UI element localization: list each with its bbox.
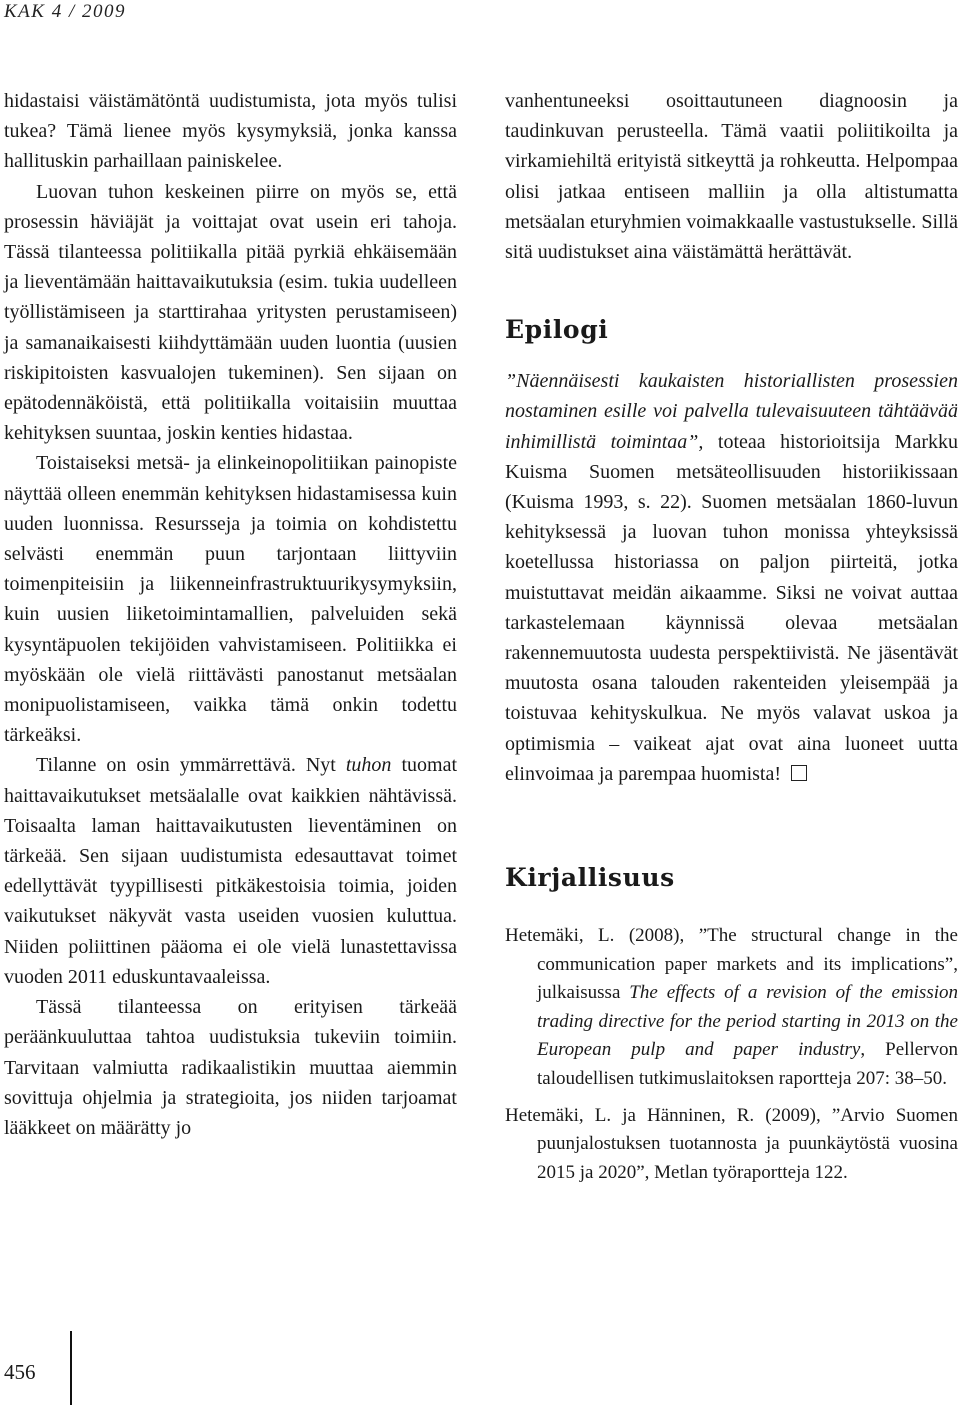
reference-title: The effects of a revision of the emission trading directive for the period starting in 2013 on the European pulp and paper industry: [537, 982, 958, 1061]
reference-item: Hetemäki, L. ja Hänninen, R. (2009), ”Arvio Suomen puunjalostuksen tuotannosta ja puunkäytöstä vuosina 2015 ja 2020”, Metlan työraportteja 122.: [505, 1104, 958, 1183]
running-head: KAK 4 / 2009: [4, 1, 126, 22]
reference-item: [505, 922, 958, 1094]
body-paragraph: hidastaisi väistämätöntä uudistumista, jota myös tulisi tukea? Tämä lienee myös kysymyksiä, jonka kanssa hallituskin parhaillaan painiskelee.: [4, 90, 457, 173]
left-column: [4, 86, 457, 1143]
paragraph-text: Tilanne on osin ymmärrettävä. Nyt: [36, 754, 346, 777]
right-column: [505, 86, 958, 1195]
page-number: 456: [4, 1360, 36, 1384]
reference-text: Hetemäki, L. (2008), ”The structural change in the communication paper markets and its implications”, julkaisussa: [505, 925, 958, 1004]
epilogue-quote: ”Näennäisesti kaukaisten historiallisten prosessien nostaminen esille voi palvella tulevaisuuteen tähtäävää inhimillistä toimintaa”,: [505, 370, 958, 453]
epilogue-paragraph: [505, 366, 958, 789]
body-paragraph: Toistaiseksi metsä- ja elinkeinopolitiikan painopiste näyttää olleen enemmän kehityksen hidastamisessa kuin uuden luonnissa. Resursseja ja toimia on kohdistettu selvästi enemmän puun tarjontaan liittyviin toimenpiteisiin ja liikenneinfrastruktuurikysymyksiin, kuin uusien liiketoimintamallien, palveluiden sekä kysyntäpuolen tekijöiden vahvistamiseen. Politiikka ei myöskään ole vielä riittävästi panostanut metsäalan monipuolistamiseen, vaikka tämä onkin todettu tärkeäksi.: [4, 452, 457, 747]
page-number-rule: [70, 1331, 72, 1405]
paragraph-text: tuomat haittavaikutukset metsäalalle ovat kaikkien nähtävissä. Toisaalta laman haittavaikutusten lieventäminen on tärkeää. Sen sijaan uudistumista edesauttavat toimet edellyttävät tyypillisesti pitkäkestoisia toimia, joiden vaikutukset näkyvät vasta useiden vuosien kuluttua. Niiden poliittinen pääoma ei ole vielä lunastettavissa vuoden 2011 eduskuntavaaleissa.: [4, 754, 458, 988]
reference-text: , Pellervon taloudellisen tutkimuslaitoksen raportteja 207: 38–50.: [537, 1039, 958, 1090]
paragraph-text: toteaa historioitsija Markku Kuisma Suomen metsäteollisuuden historiikissaan (Kuisma 1993, s. 22). Suomen metsäalan 1860-luvun kehityksessä ja luovan tuhon monissa yhteyksissä koetellussa historiassa on paljon piirteitä, jotka muistuttavat meidän aikaamme. Siksi ne voivat auttaa tarkastelemaan käynnissä olevaa metsäalan rakennemuutosta uudesta perspektiivistä. Ne jäsentävät muutosta osana talouden rakenteiden yleisempää ja toistuvaa kehityskulkua. Ne myös valavat uskoa ja optimismia – vaikeat ajat ovat aina luoneet uutta elinvoimaa ja parempaa huomista!: [505, 430, 958, 785]
end-of-article-mark: [791, 765, 807, 781]
body-paragraph: Luovan tuhon keskeinen piirre on myös se, että prosessin häviäjät ja voittajat ovat usein eri tahoja. Tässä tilanteessa politiikalla pitää pyrkiä ehkäisemään ja lieventämään haittavaikutuksia (esim. tukia uudelleen työllistämiseen ja starttirahaa yritysten perustamiseen) ja samanaikaisesti kiihdyttämään uuden luontia (uusien riskipitoisten kasvualojen tukeminen). Sen sijaan on epätodennäköistä, että politiikalla voitaisiin muuttaa kehityksen suuntaa, joskin kenties hidastaa.: [4, 180, 457, 445]
emphasis-text: tuhon: [345, 754, 392, 777]
section-heading-kirjallisuus: Kirjallisuus: [505, 863, 675, 893]
section-heading-epilogi: Epilogi: [505, 315, 609, 345]
body-paragraph: vanhentuneeksi osoittautuneen diagnoosin ja taudinkuvan perusteella. Tämä vaatii poliitikoilta ja virkamiehiltä erityistä sitkeyttä ja rohkeutta. Helpompaa olisi jatkaa entiseen malliin ja olla altistumatta metsäalan eturyhmien voimakkaalle vastustukselle. Sillä sitä uudistukset aina väistämättä herättävät.: [505, 90, 958, 264]
body-paragraph: [4, 750, 457, 992]
body-paragraph: Tässä tilanteessa on erityisen tärkeää peräänkuuluttaa tahtoa uudistuksia tukeviin toimiin. Tarvitaan valmiutta radikaalistikin muuttaa aiemmin sovittuja ohjelmia ja strategioita, jos niiden tarjoamat lääkkeet on määrätty jo: [4, 996, 457, 1139]
